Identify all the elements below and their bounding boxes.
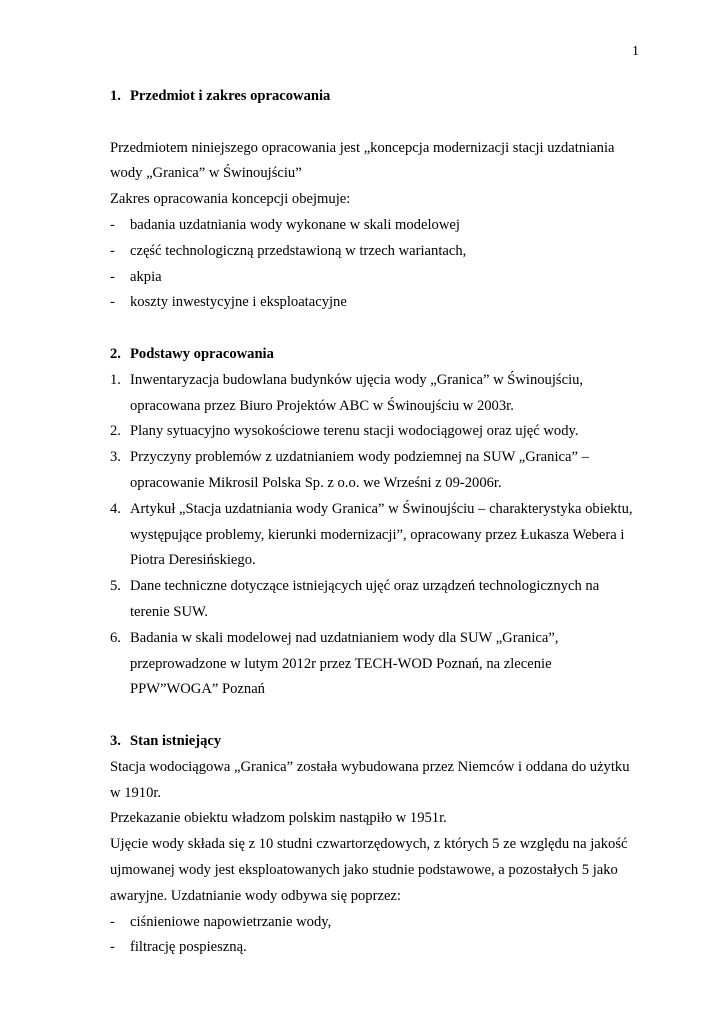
list-item-line: PPW”WOGA” Poznań (130, 681, 265, 698)
list-item (110, 910, 650, 936)
list-item-line: Dane techniczne dotyczące istniejących ujęć oraz urządzeń technologicznych na (130, 578, 600, 595)
section-2-heading (110, 342, 650, 368)
list-item-line: Artykuł „Stacja uzdatniania wody Granica” w Świnoujściu – charakterystyka obiektu, (130, 500, 633, 517)
list-item (110, 239, 650, 265)
list-item-line: Piotra Deresińskiego. (130, 552, 256, 569)
paragraph-line: Stacja wodociągowa „Granica” została wybudowana przez Niemców i oddana do użytku (110, 758, 630, 775)
bullet-dash: - (110, 913, 115, 930)
list-item-text: ciśnieniowe napowietrzanie wody, (130, 913, 332, 930)
list-item-line: terenie SUW. (130, 603, 209, 620)
list-item (110, 445, 650, 497)
bullet-dash: - (110, 242, 115, 259)
bullet-dash: - (110, 939, 115, 956)
list-item-text: część technologiczną przedstawioną w trzech wariantach, (130, 242, 467, 259)
list-item-text: akpia (130, 268, 162, 285)
list-item (110, 265, 650, 291)
section-1-heading (110, 84, 650, 110)
list-item-line: przeprowadzone w lutym 2012r przez TECH-WOD Poznań, na zlecenie (130, 655, 552, 672)
list-item-text: koszty inwestycyjne i eksploatacyjne (130, 294, 347, 311)
section-title: Podstawy opracowania (130, 345, 274, 362)
list-item-text: badania uzdatniania wody wykonane w skali modelowej (130, 216, 460, 233)
paragraph-line: Przekazanie obiektu władzom polskim nastąpiło w 1951r. (110, 810, 447, 827)
list-item (110, 935, 650, 961)
list-item (110, 626, 650, 703)
list-item-line: występujące problemy, kierunki modernizacji”, opracowany przez Łukasza Webera i (130, 526, 625, 543)
list-item-text: filtrację pospieszną. (130, 939, 247, 956)
section-number: 2. (110, 345, 121, 362)
paragraph-line: Przedmiotem niniejszego opracowania jest „koncepcja modernizacji stacji uzdatniania (110, 139, 615, 156)
bullet-dash: - (110, 216, 115, 233)
bullet-dash: - (110, 294, 115, 311)
list-number: 3. (110, 449, 121, 466)
list-item (110, 497, 650, 574)
list-number: 1. (110, 371, 121, 388)
section-title: Stan istniejący (130, 732, 222, 749)
section-3-heading (110, 729, 650, 755)
list-item (110, 368, 650, 420)
paragraph-line: Ujęcie wody składa się z 10 studni czwartorzędowych, z których 5 ze względu na jakość (110, 836, 628, 853)
list-number: 4. (110, 500, 121, 517)
paragraph-line: wody „Granica” w Świnoujściu” (110, 165, 302, 182)
page-number: 1 (632, 44, 639, 59)
paragraph-line: w 1910r. (110, 784, 162, 801)
list-item (110, 213, 650, 239)
paragraph-line: ujmowanej wody jest eksploatowanych jako studnie podstawowe, a pozostałych 5 jako (110, 861, 618, 878)
section-number: 3. (110, 732, 121, 749)
list-number: 6. (110, 629, 121, 646)
list-item-line: opracowanie Mikrosil Polska Sp. z o.o. we Wrześni z 09-2006r. (130, 474, 502, 491)
paragraph-line: Zakres opracowania koncepcji obejmuje: (110, 191, 351, 208)
list-item-line: Przyczyny problemów z uzdatnianiem wody podziemnej na SUW „Granica” – (130, 449, 589, 466)
list-item-line: Inwentaryzacja budowlana budynków ujęcia wody „Granica” w Świnoujściu, (130, 371, 584, 388)
list-item-line: Badania w skali modelowej nad uzdatnianiem wody dla SUW „Granica”, (130, 629, 559, 646)
paragraph-line: awaryjne. Uzdatnianie wody odbywa się poprzez: (110, 887, 401, 904)
bullet-dash: - (110, 268, 115, 285)
list-item-line: opracowana przez Biuro Projektów ABC w Świnoujściu w 2003r. (130, 397, 514, 414)
section-number: 1. (110, 88, 121, 104)
section-title: Przedmiot i zakres opracowania (130, 88, 331, 104)
list-number: 2. (110, 423, 121, 440)
list-item-line: Plany sytuacyjno wysokościowe terenu stacji wodociągowej oraz ujęć wody. (130, 423, 579, 440)
list-item (110, 419, 650, 445)
document-body (110, 84, 650, 961)
list-item (110, 290, 650, 316)
list-item (110, 574, 650, 626)
list-number: 5. (110, 578, 121, 595)
